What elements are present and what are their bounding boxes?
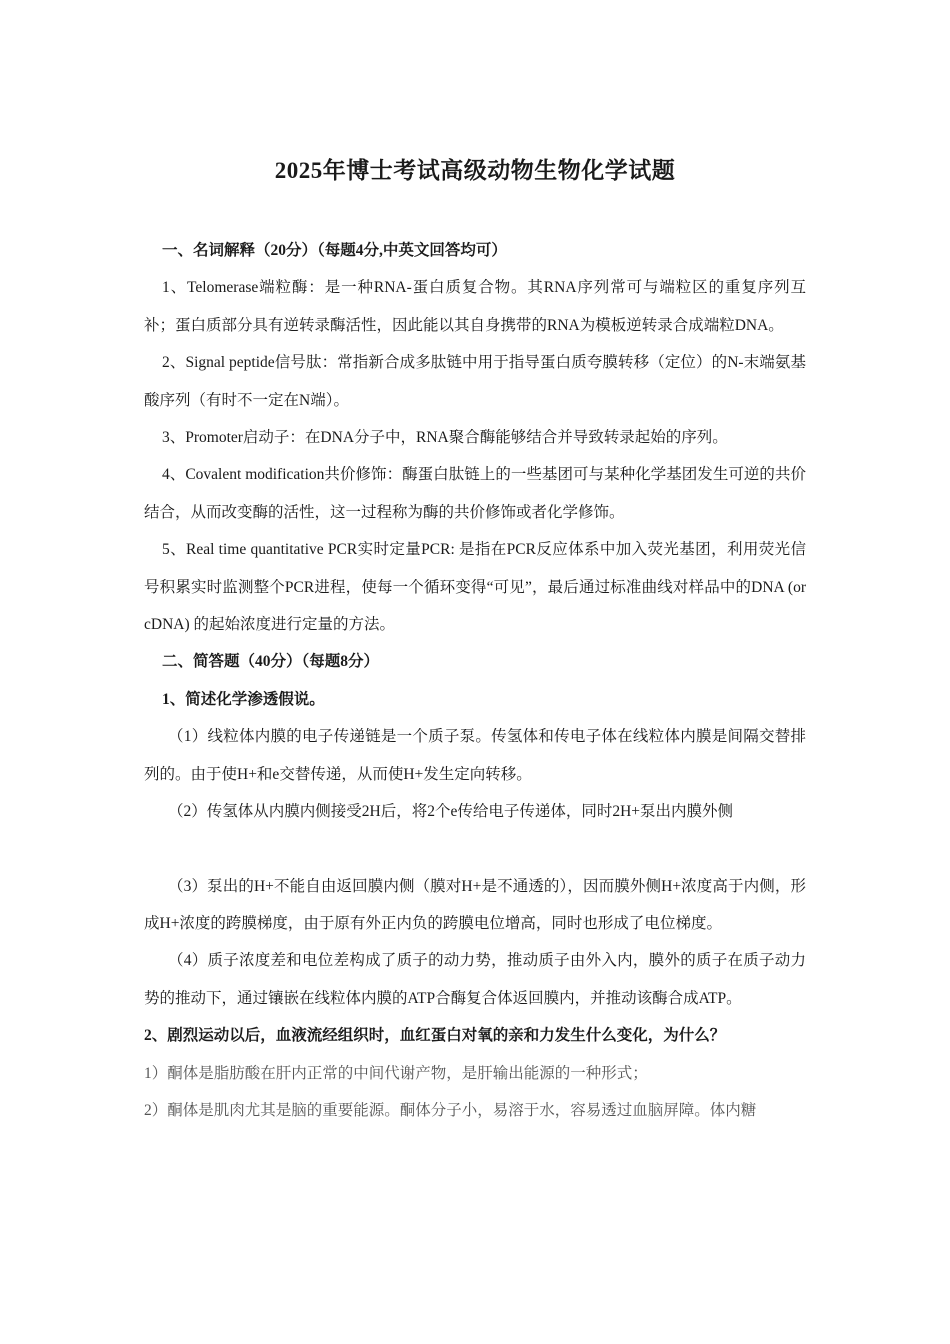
section2-heading: 二、简答题（40分）（每题8分）: [162, 653, 380, 671]
term-item: 5、Real time quantitative PCR实时定量PCR: 是指在PCR反应体系中加入荧光基团，利用荧光信号积累实时监测整个PCR进程，使每一个循环变得“可见”，最后通过标准曲线对样品中的DNA (or cDNA) 的起始浓度进行定量的方法。: [144, 541, 806, 634]
term-item: 4、Covalent modification共价修饰：酶蛋白肽链上的一些基团可与某种化学基团发生可逆的共价结合，从而改变酶的活性，这一过程称为酶的共价修饰或者化学修饰。: [144, 466, 806, 521]
page-title: 2025年博士考试高级动物生物化学试题: [274, 158, 676, 183]
section1-heading: 一、名词解释（20分）（每题4分,中英文回答均可）: [162, 242, 507, 259]
answer-paragraph: （2）传氢体从内膜内侧接受2H后，将2个e传给电子传递体，同时2H+泵出内膜外侧: [168, 803, 734, 821]
question-title: 2、剧烈运动以后，血液流经组织时，血红蛋白对氧的亲和力发生什么变化，为什么？: [144, 1027, 726, 1045]
answer-paragraph: （1）线粒体内膜的电子传递链是一个质子泵。传氢体和传电子体在线粒体内膜是间隔交替排列的。由于使H+和e交替传递，从而使H+发生定向转移。: [144, 728, 806, 783]
term-item: 2、Signal peptide信号肽：常指新合成多肽链中用于指导蛋白质夸膜转移（定位）的N-末端氨基酸序列（有时不一定在N端）。: [144, 354, 806, 409]
answer-paragraph: （4）质子浓度差和电位差构成了质子的动力势，推动质子由外入内，膜外的质子在质子动力势的推动下，通过镶嵌在线粒体内膜的ATP合酶复合体返回膜内，并推动该酶合成ATP。: [144, 952, 806, 1007]
answer-paragraph: （3）泵出的H+不能自由返回膜内侧（膜对H+是不通透的），因而膜外侧H+浓度高于内侧，形成H+浓度的跨膜梯度，由于原有外正内负的跨膜电位增高，同时也形成了电位梯度。: [144, 877, 806, 932]
document-body: [144, 232, 806, 1129]
term-item: 1、Telomerase端粒酶：是一种RNA-蛋白质复合物。其RNA序列常可与端粒区的重复序列互补；蛋白质部分具有逆转录酶活性，因此能以其自身携带的RNA为模板逆转录合成端粒DNA。: [144, 279, 806, 334]
blank-line: [144, 831, 806, 868]
answer-paragraph: 2）酮体是肌肉尤其是脑的重要能源。酮体分子小，易溶于水，容易透过血脑屏障。体内糖: [144, 1101, 757, 1119]
question-title: 1、简述化学渗透假说。: [162, 690, 325, 708]
term-item: 3、Promoter启动子：在DNA分子中，RNA聚合酶能够结合并导致转录起始的序列。: [162, 429, 728, 447]
answer-paragraph: 1）酮体是脂肪酸在肝内正常的中间代谢产物，是肝输出能源的一种形式；: [144, 1064, 648, 1082]
